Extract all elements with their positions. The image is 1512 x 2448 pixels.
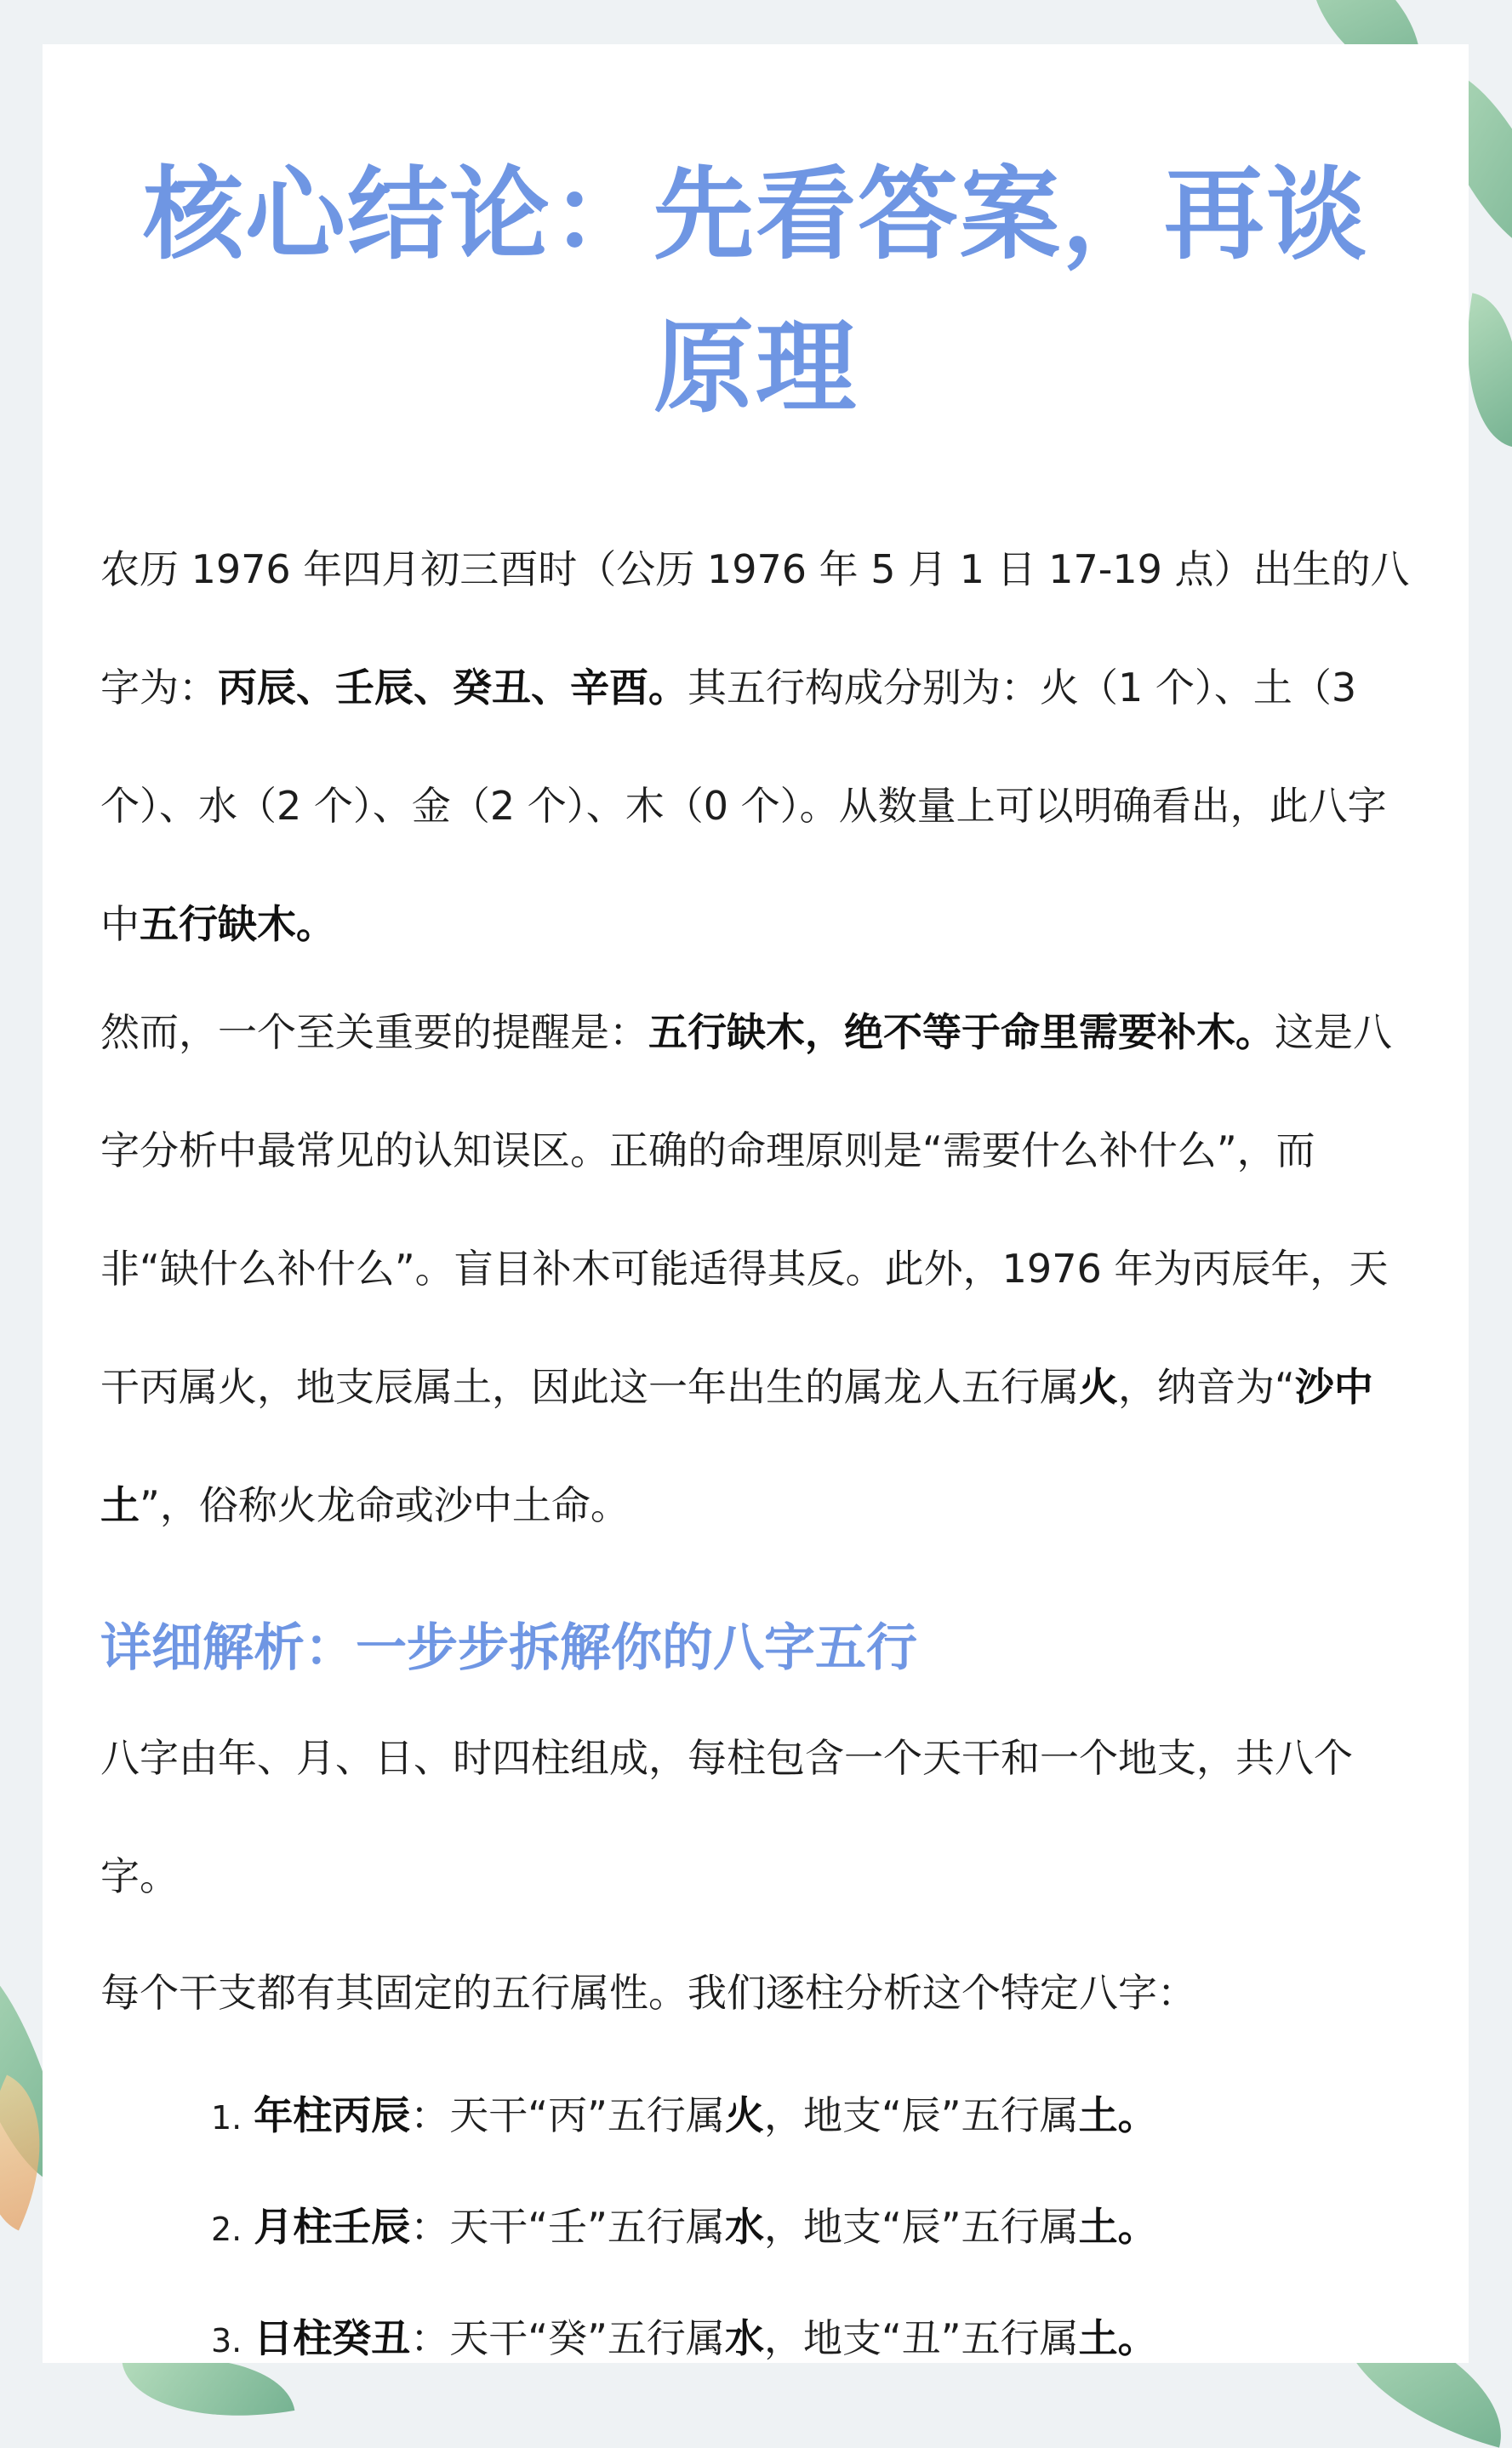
text-span: 这是八字分析中最常见的认知误区。正确的命理原则是“需要什么补什么”，而非“缺什么补什么”。盲目补木可能适得其反。此外，1976 年为丙辰年，天干丙属火，地支辰属土，因此这一年出生的属龙人五行属 <box>100 1009 1392 1410</box>
pillar-name: 年柱丙辰 <box>254 2092 411 2138</box>
nayin-bold: 沙中土 <box>100 1364 1373 1528</box>
conclusion-paragraph-1 <box>100 511 1411 984</box>
text-span: 然而，一个至关重要的提醒是： <box>100 1009 648 1055</box>
list-number: 1. <box>211 2099 242 2137</box>
article-card <box>43 44 1469 2363</box>
branch-element: 土。 <box>1078 2204 1157 2250</box>
text-span: 其五行构成分别为：火（1 个）、土（3 个）、水（2 个）、金（2 个）、木（0 个）。从数量上可以明确看出，此八字中 <box>100 665 1387 947</box>
conclusion-paragraph-2 <box>100 973 1411 1565</box>
branch-element: 土。 <box>1078 2092 1157 2138</box>
missing-wood-bold: 五行缺木。 <box>140 901 335 947</box>
list-item <box>211 2172 1411 2284</box>
text-span: ”，俗称火龙命或沙中土命。 <box>140 1482 630 1528</box>
stem-element: 水 <box>724 2315 764 2361</box>
analysis-intro-1: 八字由年、月、日、时四柱组成，每柱包含一个天干和一个地支，共八个字。 <box>100 1735 1353 1899</box>
list-item <box>211 2284 1411 2395</box>
bazi-pillars-bold: 丙辰、壬辰、癸丑、辛酉。 <box>218 665 688 710</box>
branch-element: 土。 <box>1078 2315 1157 2361</box>
stem-element: 水 <box>724 2204 764 2250</box>
list-item <box>211 2061 1411 2172</box>
text-span: ，地支“辰”五行属 <box>763 2092 1079 2138</box>
list-number: 3. <box>211 2322 242 2360</box>
text-span: ，地支“辰”五行属 <box>763 2204 1079 2250</box>
text-span: ：天干“壬”五行属 <box>410 2204 725 2250</box>
text-span: ：天干“丙”五行属 <box>410 2092 725 2138</box>
text-span: ：天干“癸”五行属 <box>410 2315 725 2361</box>
element-fire-bold: 火 <box>1079 1364 1118 1410</box>
pillar-name: 日柱癸丑 <box>254 2315 411 2361</box>
pillar-name: 月柱壬辰 <box>254 2204 411 2250</box>
list-number: 2. <box>211 2211 242 2248</box>
stem-element: 火 <box>724 2092 764 2138</box>
pillar-list <box>100 2061 1411 2395</box>
analysis-intro-2: 每个干支都有其固定的五行属性。我们逐柱分析这个特定八字： <box>100 1970 1196 2016</box>
text-span: ，地支“丑”五行属 <box>763 2315 1079 2361</box>
section-heading: 详细解析：一步步拆解你的八字五行 <box>100 1618 917 1678</box>
page-title: 核心结论：先看答案，再谈原理 <box>142 156 1368 426</box>
key-warning-bold: 五行缺木，绝不等于命里需要补木。 <box>648 1009 1275 1055</box>
text-span: ，纳音为“ <box>1118 1364 1295 1410</box>
text-span: 农历 1976 年四月初三酉时（公历 1976 年 5 月 1 日 17-19 点）出生的八字为： <box>100 546 1410 710</box>
